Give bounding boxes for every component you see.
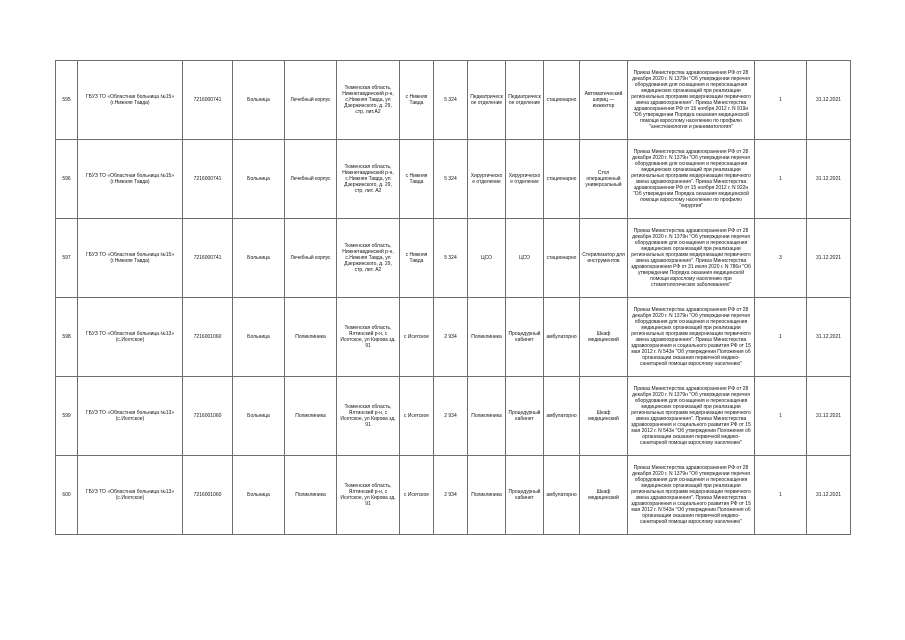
building-name: Поликлиника [285,298,337,377]
address: Тюменская область, Ялтинский р-н, с Исетское, ул Кирова зд. 91 [337,298,400,377]
population: 5 324 [434,140,468,219]
regulatory-document: Приказ Министерства здравоохранения РФ от 28 декабря 2020 г. N 1379н "Об утверждении перечня оборудования для оснащения и переоснащения медицинских организаций при реализации региональных программ модернизации первичного звена здравоохранения". Приказ Министерства здравоохранения РФ от 31 июля 2020 г. N 786н "Об утверждении Порядка оказания медицинской помощи взрослому населению при стоматологических заболеваниях" [628,219,755,298]
equipment-name: Шкаф медицинский [580,456,628,535]
table-row [56,61,851,140]
building-name: Лечебный корпус [285,219,337,298]
deadline-date: 31.12.2021 [807,377,851,456]
locality: с Исетское [400,377,434,456]
department: ЦСО [468,219,506,298]
locality: с Нижняя Тавда [400,140,434,219]
equipment-name: Шкаф медицинский [580,298,628,377]
regulatory-document: Приказ Министерства здравоохранения РФ от 28 декабря 2020 г. N 1379н "Об утверждении перечня оборудования для оснащения и переоснащения медицинских организаций при реализации региональных программ модернизации первичного звена здравоохранения". Приказ Министерства здравоохранения и социального развития РФ от 15 мая 2012 г. N 543н "Об утверждении Положения об организации оказания первичной медико-санитарной помощи взрослому населению" [628,298,755,377]
equipment-name: Стол операционный универсальный [580,140,628,219]
care-form: амбулаторно [544,298,580,377]
organization-name: ГБУЗ ТО «Областная больница №15» (г.Нижняя Тавда) [78,140,183,219]
department: Поликлиника [468,298,506,377]
address: Тюменская область, Нижнетавдинский р-н, с.Нижняя Тавда, ул Дзержинского, д. 29, стр, лит. А2 [337,140,400,219]
locality: с Нижняя Тавда [400,61,434,140]
equipment-name: Стерилизатор для инструментов [580,219,628,298]
table-row [56,140,851,219]
population: 5 324 [434,61,468,140]
equipment-name: Шкаф медицинский [580,377,628,456]
table-row [56,219,851,298]
deadline-date: 31.12.2021 [807,61,851,140]
row-number: 596 [56,140,78,219]
department: Поликлиника [468,456,506,535]
quantity: 1 [755,298,807,377]
facility-type: Больница [233,298,285,377]
row-number: 599 [56,377,78,456]
address: Тюменская область, Ялтинский р-н, с Исетское, ул Кирова зд. 91 [337,377,400,456]
address: Тюменская область, Нижнетавдинский р-н, с.Нижняя Тавда, ул Дзержинского, д. 29, стр, лит.А2 [337,61,400,140]
locality: с Исетское [400,456,434,535]
row-number: 600 [56,456,78,535]
quantity: 1 [755,456,807,535]
building-name: Лечебный корпус [285,140,337,219]
locality: с Исетское [400,298,434,377]
facility-type: Больница [233,219,285,298]
regulatory-document: Приказ Министерства здравоохранения РФ от 28 декабря 2020 г. N 1379н "Об утверждении перечня оборудования для оснащения и переоснащения медицинских организаций при реализации региональных программ модернизации первичного звена здравоохранения". Приказ Министерства здравоохранения РФ от 15 ноября 2012 г. N 919н "Об утверждении Порядка оказания медицинской помощи взрослому населению по профилю "анестезиология и реаниматология" [628,61,755,140]
table-row [56,377,851,456]
quantity: 3 [755,219,807,298]
org-code: 7216001060 [183,298,233,377]
sub-department: Процедурный кабинет [506,456,544,535]
sub-department: Процедурный кабинет [506,377,544,456]
org-code: 7216000741 [183,219,233,298]
population: 2 934 [434,377,468,456]
population: 5 324 [434,219,468,298]
org-code: 7216000741 [183,140,233,219]
deadline-date: 31.12.2021 [807,140,851,219]
organization-name: ГБУЗ ТО «Областная больница №15» (г.Нижняя Тавда) [78,219,183,298]
building-name: Поликлиника [285,456,337,535]
population: 2 934 [434,456,468,535]
sub-department: Процедурный кабинет [506,298,544,377]
care-form: стационарно [544,61,580,140]
department: Поликлиника [468,377,506,456]
care-form: стационарно [544,140,580,219]
sub-department: ЦСО [506,219,544,298]
table-row [56,298,851,377]
facility-type: Больница [233,140,285,219]
facility-type: Больница [233,61,285,140]
care-form: амбулаторно [544,456,580,535]
sub-department: Хирургическое отделение [506,140,544,219]
organization-name: ГБУЗ ТО «Областная больница №13» (с.Исетское) [78,298,183,377]
regulatory-document: Приказ Министерства здравоохранения РФ от 28 декабря 2020 г. N 1379н "Об утверждении перечня оборудования для оснащения и переоснащения медицинских организаций при реализации региональных программ модернизации первичного звена здравоохранения". Приказ Министерства здравоохранения и социального развития РФ от 15 мая 2012 г. N 543н "Об утверждении Положения об организации оказания первичной медико-санитарной помощи взрослому населению" [628,377,755,456]
locality: с Нижняя Тавда [400,219,434,298]
population: 2 934 [434,298,468,377]
care-form: стационарно [544,219,580,298]
organization-name: ГБУЗ ТО «Областная больница №15» (г.Нижняя Тавда) [78,61,183,140]
organization-name: ГБУЗ ТО «Областная больница №13» (с.Исетское) [78,456,183,535]
deadline-date: 31.12.2021 [807,298,851,377]
org-code: 7216001060 [183,456,233,535]
address: Тюменская область, Нижнетавдинский р-н, с.Нижняя Тавда, ул Дзержинского, д. 29, стр, лит. А2 [337,219,400,298]
quantity: 1 [755,140,807,219]
deadline-date: 31.12.2021 [807,219,851,298]
org-code: 7216001060 [183,377,233,456]
regulatory-document: Приказ Министерства здравоохранения РФ от 28 декабря 2020 г. N 1379н "Об утверждении перечня оборудования для оснащения и переоснащения медицинских организаций при реализации региональных программ модернизации первичного звена здравоохранения". Приказ Министерства здравоохранения РФ от 15 ноября 2012 г. N 922н "Об утверждении Порядка оказания медицинской помощи взрослому населению по профилю "хирургия" [628,140,755,219]
regulatory-document: Приказ Министерства здравоохранения РФ от 28 декабря 2020 г. N 1379н "Об утверждении перечня оборудования для оснащения и переоснащения медицинских организаций при реализации региональных программ модернизации первичного звена здравоохранения". Приказ Министерства здравоохранения и социального развития РФ от 15 мая 2012 г. N 543н "Об утверждении Положения об организации оказания первичной медико-санитарной помощи взрослому населению" [628,456,755,535]
equipment-table [55,60,851,535]
department: Педиатрическое отделение [468,61,506,140]
sub-department: Педиатрическое отделение [506,61,544,140]
table-row [56,456,851,535]
department: Хирургическое отделение [468,140,506,219]
organization-name: ГБУЗ ТО «Областная больница №13» (с.Исетское) [78,377,183,456]
row-number: 595 [56,61,78,140]
deadline-date: 31.12.2021 [807,456,851,535]
quantity: 1 [755,377,807,456]
row-number: 597 [56,219,78,298]
care-form: амбулаторно [544,377,580,456]
facility-type: Больница [233,377,285,456]
facility-type: Больница [233,456,285,535]
org-code: 7216000741 [183,61,233,140]
building-name: Лечебный корпус [285,61,337,140]
quantity: 1 [755,61,807,140]
building-name: Поликлиника [285,377,337,456]
address: Тюменская область, Ялтинский р-н, с Исетское, ул Кирова зд. 91 [337,456,400,535]
table-body [56,61,851,535]
row-number: 598 [56,298,78,377]
equipment-name: Автоматический шприц — инжектор [580,61,628,140]
